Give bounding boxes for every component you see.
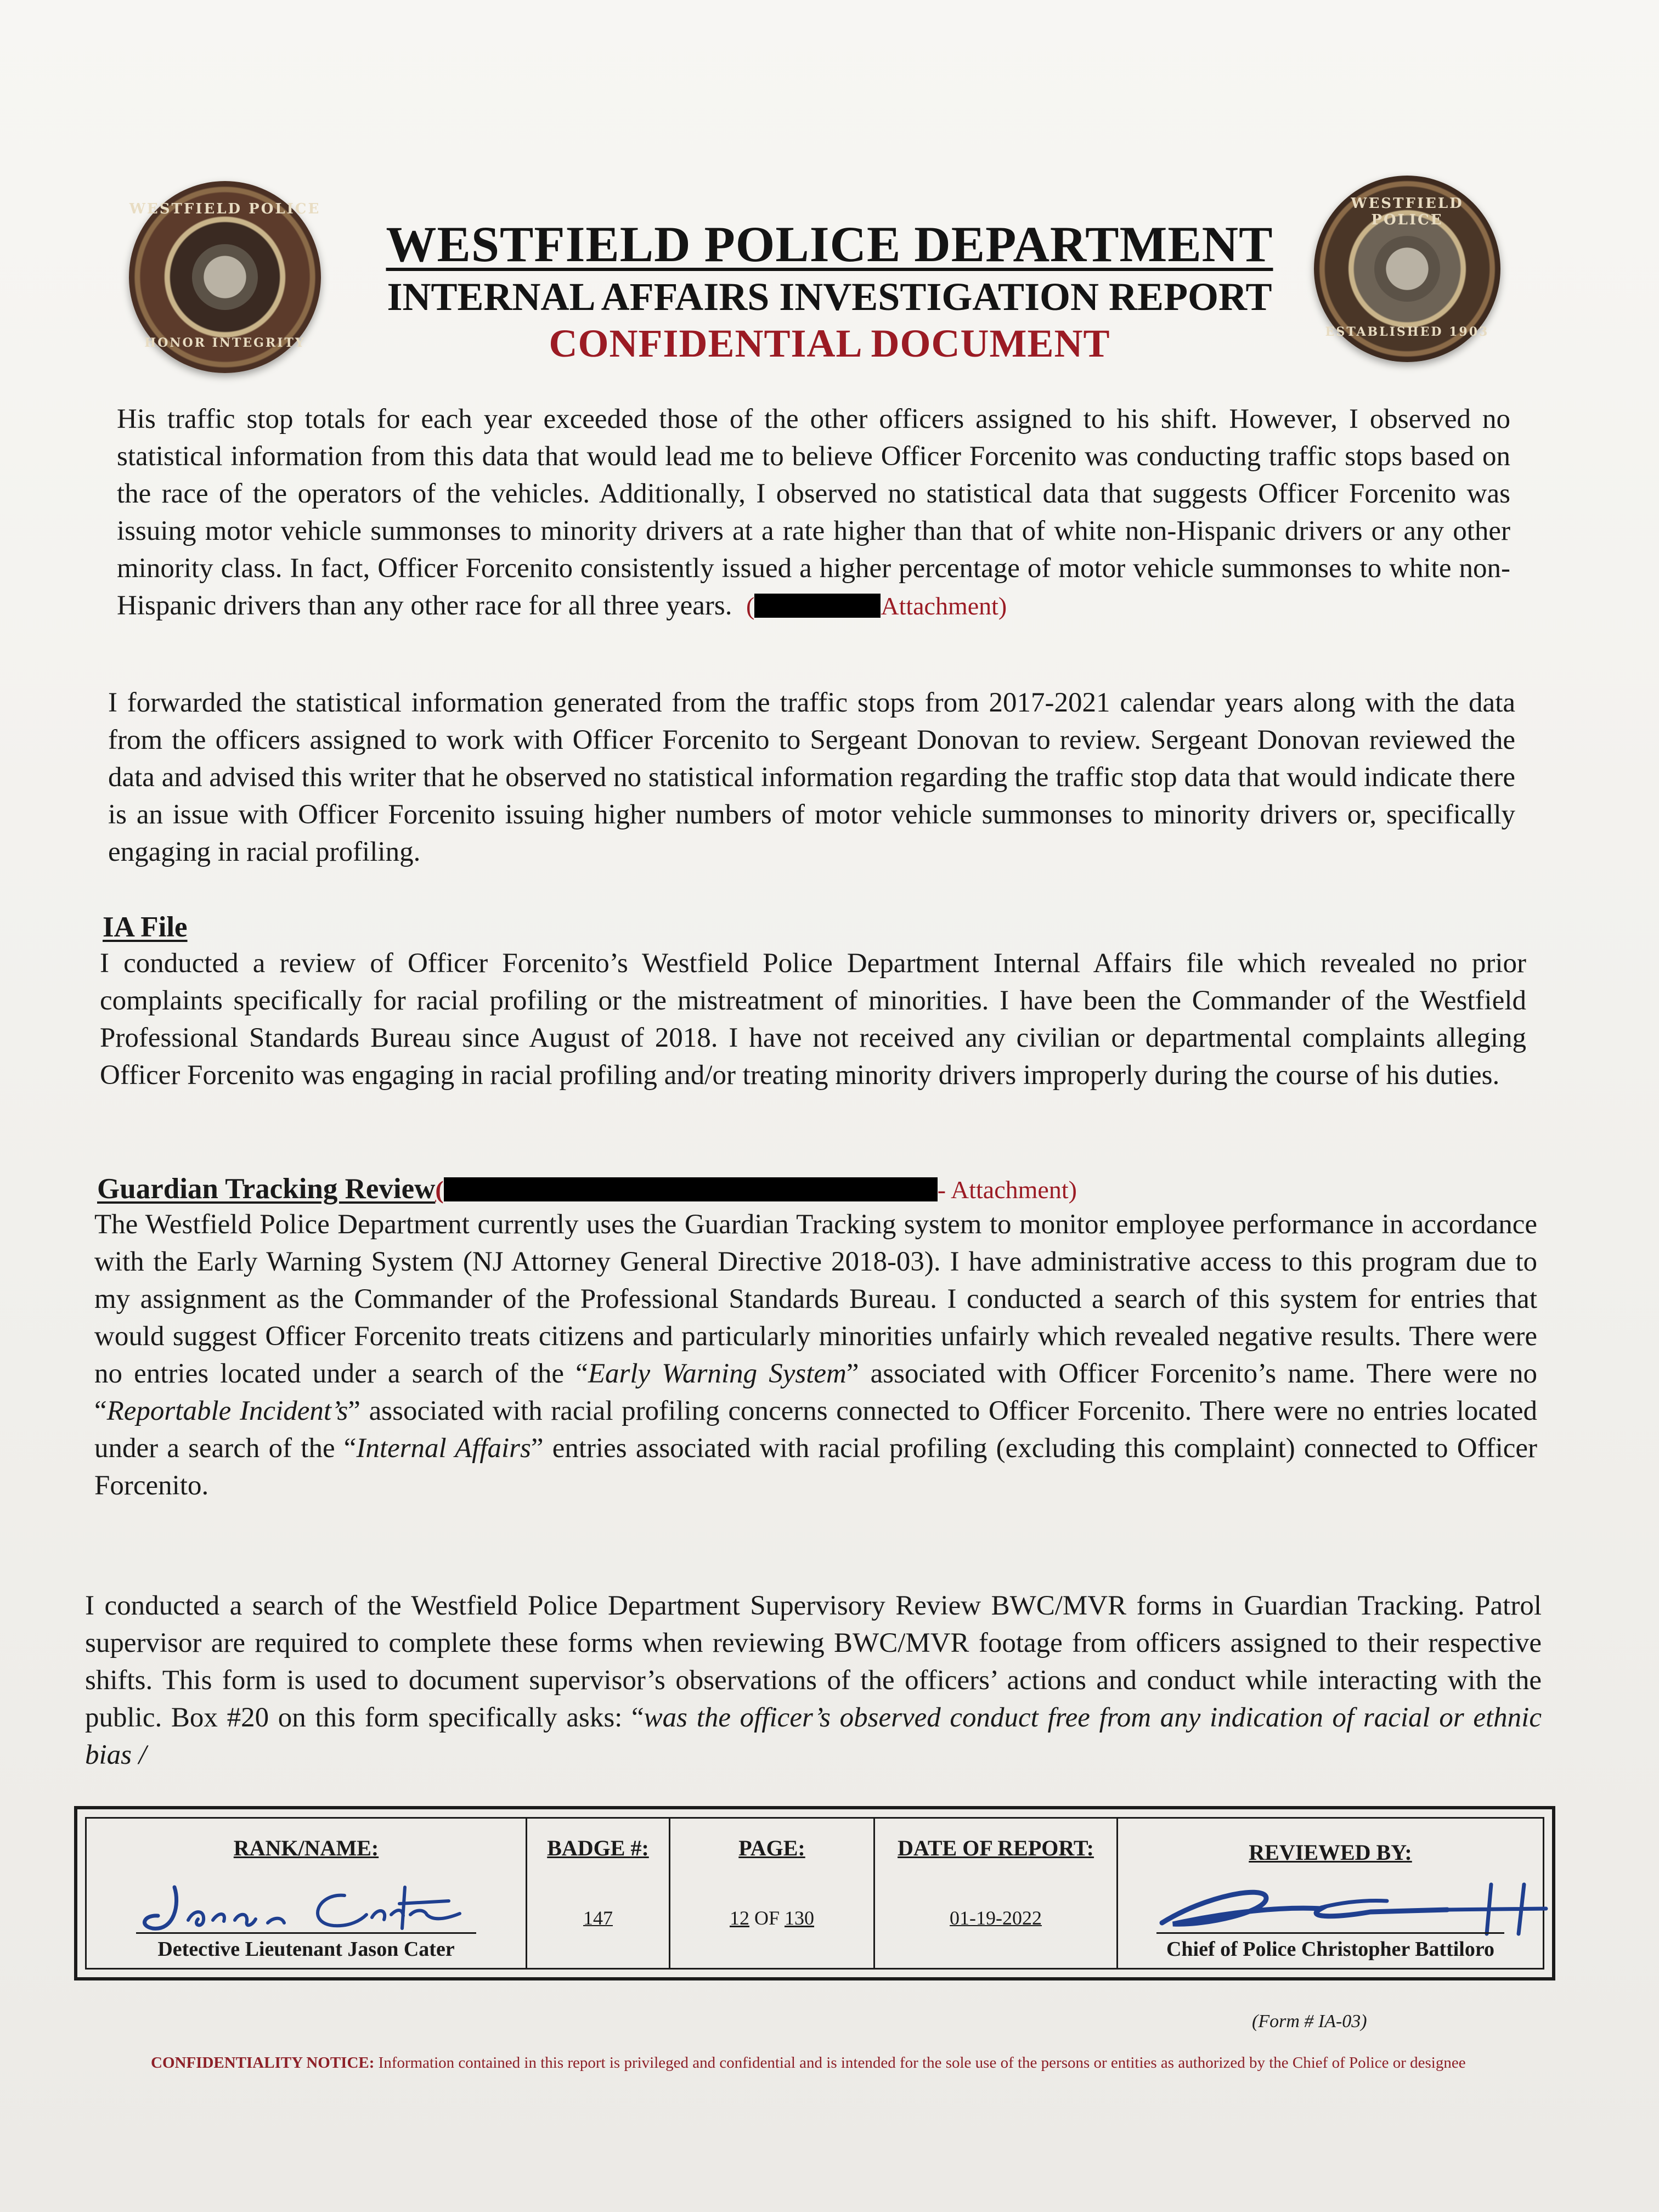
redaction-bar: [754, 594, 881, 618]
rank-name-label: RANK/NAME:: [233, 1836, 379, 1860]
paragraph-ia-file: I conducted a review of Officer Forcenito’s Westfield Police Department Internal Affairs file which revealed no prior complaints specifically for racial profiling or the mistreatment of minorities. I have been the Commander of the Westfield Professional Standards Bureau since August of 2018. I have not received any civilian or departmental complaints alleging Officer Forcenito was engaging in racial profiling and/or treating minority drivers improperly during the course of his duties.: [100, 948, 1526, 1091]
reviewed-by-label: REVIEWED BY:: [1249, 1840, 1412, 1865]
notice-label: CONFIDENTIALITY NOTICE:: [151, 2054, 375, 2072]
italic-quote: was the officer’s observed conduct free from any indication of racial or ethnic bias /: [85, 1702, 1542, 1770]
signature-table-inner: [85, 1817, 1544, 1970]
page-label: PAGE:: [738, 1836, 805, 1860]
redaction-bar: [444, 1177, 938, 1201]
text-run: ” associated with racial profiling concerns connected to Officer Forcenito. There were no entries located under a search of the “: [94, 1396, 1537, 1464]
paragraph-text: His traffic stop totals for each year exceeded those of the other officers assigned to his shift. However, I observed no statistical information from this data that would lead me to believe Officer Forcenito was conducting traffic stops based on the race of the operators of the vehicles. Additionally, I observed no statistical data that suggests Officer Forcenito was issuing motor vehicle summonses to minority drivers at a rate higher than that of white non-Hispanic drivers or any other minority class. In fact, Officer Forcenito consistently issued a higher percentage of motor vehicle summonses to white non-Hispanic drivers than any other race for all three years.: [117, 404, 1510, 621]
seal-left-top-text: WESTFIELD POLICE: [129, 201, 321, 217]
badge-cell: [527, 1819, 670, 1968]
page-total: 130: [785, 1907, 815, 1929]
italic-term: Reportable Incident’s: [106, 1396, 348, 1426]
text-run: The Westfield Police Department currently uses the Guardian Tracking system to monitor employee performance in accordance with the Early Warning System (NJ Attorney General Directive 2018-03). I have administrative access to this program due to my assignment as the Commander of the Professional Standards Bureau. I conducted a search of this system for entries that would suggest Officer Forcenito treats citizens and particularly minorities unfairly which revealed negative results. There were no entries located under a search of the “: [94, 1209, 1537, 1389]
text-run: I conducted a search of the Westfield Police Department Supervisory Review BWC/MVR forms in Guardian Tracking. Patrol supervisor are required to complete these forms when reviewing BWC/MVR footage from officers assigned to their respective shifts. This form is used to document supervisor’s observations of the officers’ actions and conduct while interacting with the public. Box #20 on this form specifically asks: “: [85, 1590, 1542, 1733]
confidential-label: CONFIDENTIAL DOCUMENT: [549, 321, 1110, 365]
section-heading-guardian-tracking: Guardian Tracking Review: [97, 1173, 436, 1205]
attachment-ref-open: (: [435, 1176, 444, 1204]
badge-label: BADGE #:: [547, 1836, 649, 1860]
attachment-ref: - Attachment): [937, 1176, 1077, 1204]
date-label: DATE OF REPORT:: [898, 1836, 1094, 1860]
form-number: (Form # IA-03): [1252, 2011, 1367, 2032]
seal-right-top-text: WESTFIELD POLICE: [1351, 195, 1464, 228]
text-run: ” associated with Officer Forcenito’s name. There were no “: [94, 1358, 1537, 1426]
paragraph-traffic-totals: [117, 400, 1510, 625]
badge-value: 147: [583, 1907, 613, 1929]
department-title: WESTFIELD POLICE DEPARTMENT: [386, 216, 1273, 272]
notice-text: Information contained in this report is privileged and confidential and is intended for the sole use of the persons or entities as authorized by the Chief of Police or designee: [378, 2054, 1466, 2072]
page-cell: [670, 1819, 875, 1968]
date-cell: [875, 1819, 1118, 1968]
paragraph-guardian-tracking: [94, 1206, 1537, 1504]
page-of: OF: [754, 1907, 780, 1929]
page-number: 12: [729, 1907, 749, 1929]
investigator-signature: [142, 1871, 493, 1942]
date-value: 01-19-2022: [950, 1907, 1042, 1929]
italic-term: Internal Affairs: [356, 1433, 531, 1464]
seal-left-bottom-text: HONOR INTEGRITY: [144, 336, 306, 350]
reviewer-name: Chief of Police Christopher Battiloro: [1166, 1938, 1495, 1961]
signature-line: [136, 1932, 476, 1934]
attachment-ref-open: (: [746, 592, 755, 620]
investigator-name: Detective Lieutenant Jason Cater: [157, 1938, 455, 1961]
section-heading-guardian-row: [97, 1170, 1077, 1209]
attachment-ref: Attachment): [881, 592, 1007, 620]
reviewed-by-cell: [1118, 1819, 1543, 1968]
page-value: [670, 1906, 873, 1929]
section-heading-ia-file: IA File: [103, 911, 188, 943]
italic-term: Early Warning System: [588, 1358, 847, 1389]
reviewer-signature: [1140, 1874, 1557, 1939]
paragraph-statistics-forwarded: I forwarded the statistical information generated from the traffic stops from 2017-2021 calendar years along with the data from the officers assigned to work with Officer Forcenito to Sergeant Donovan to review. Sergeant Donovan reviewed the data and advised this writer that he observed no statistical information regarding the traffic stop data that would indicate there is an issue with Officer Forcenito issuing higher numbers of motor vehicle summonses to minority drivers or, specifically engaging in racial profiling.: [108, 687, 1515, 867]
rank-name-cell: [87, 1819, 527, 1968]
report-title: INTERNAL AFFAIRS INVESTIGATION REPORT: [387, 275, 1272, 319]
confidentiality-notice: [151, 2054, 1555, 2072]
signature-line: [1156, 1932, 1504, 1934]
signature-table: [74, 1806, 1555, 1980]
seal-right-bottom-text: ESTABLISHED 1903: [1325, 325, 1489, 339]
text-run: ” entries associated with racial profiling (excluding this complaint) connected to Officer Forcenito.: [94, 1433, 1538, 1501]
paragraph-supervisory-review: [85, 1587, 1542, 1774]
